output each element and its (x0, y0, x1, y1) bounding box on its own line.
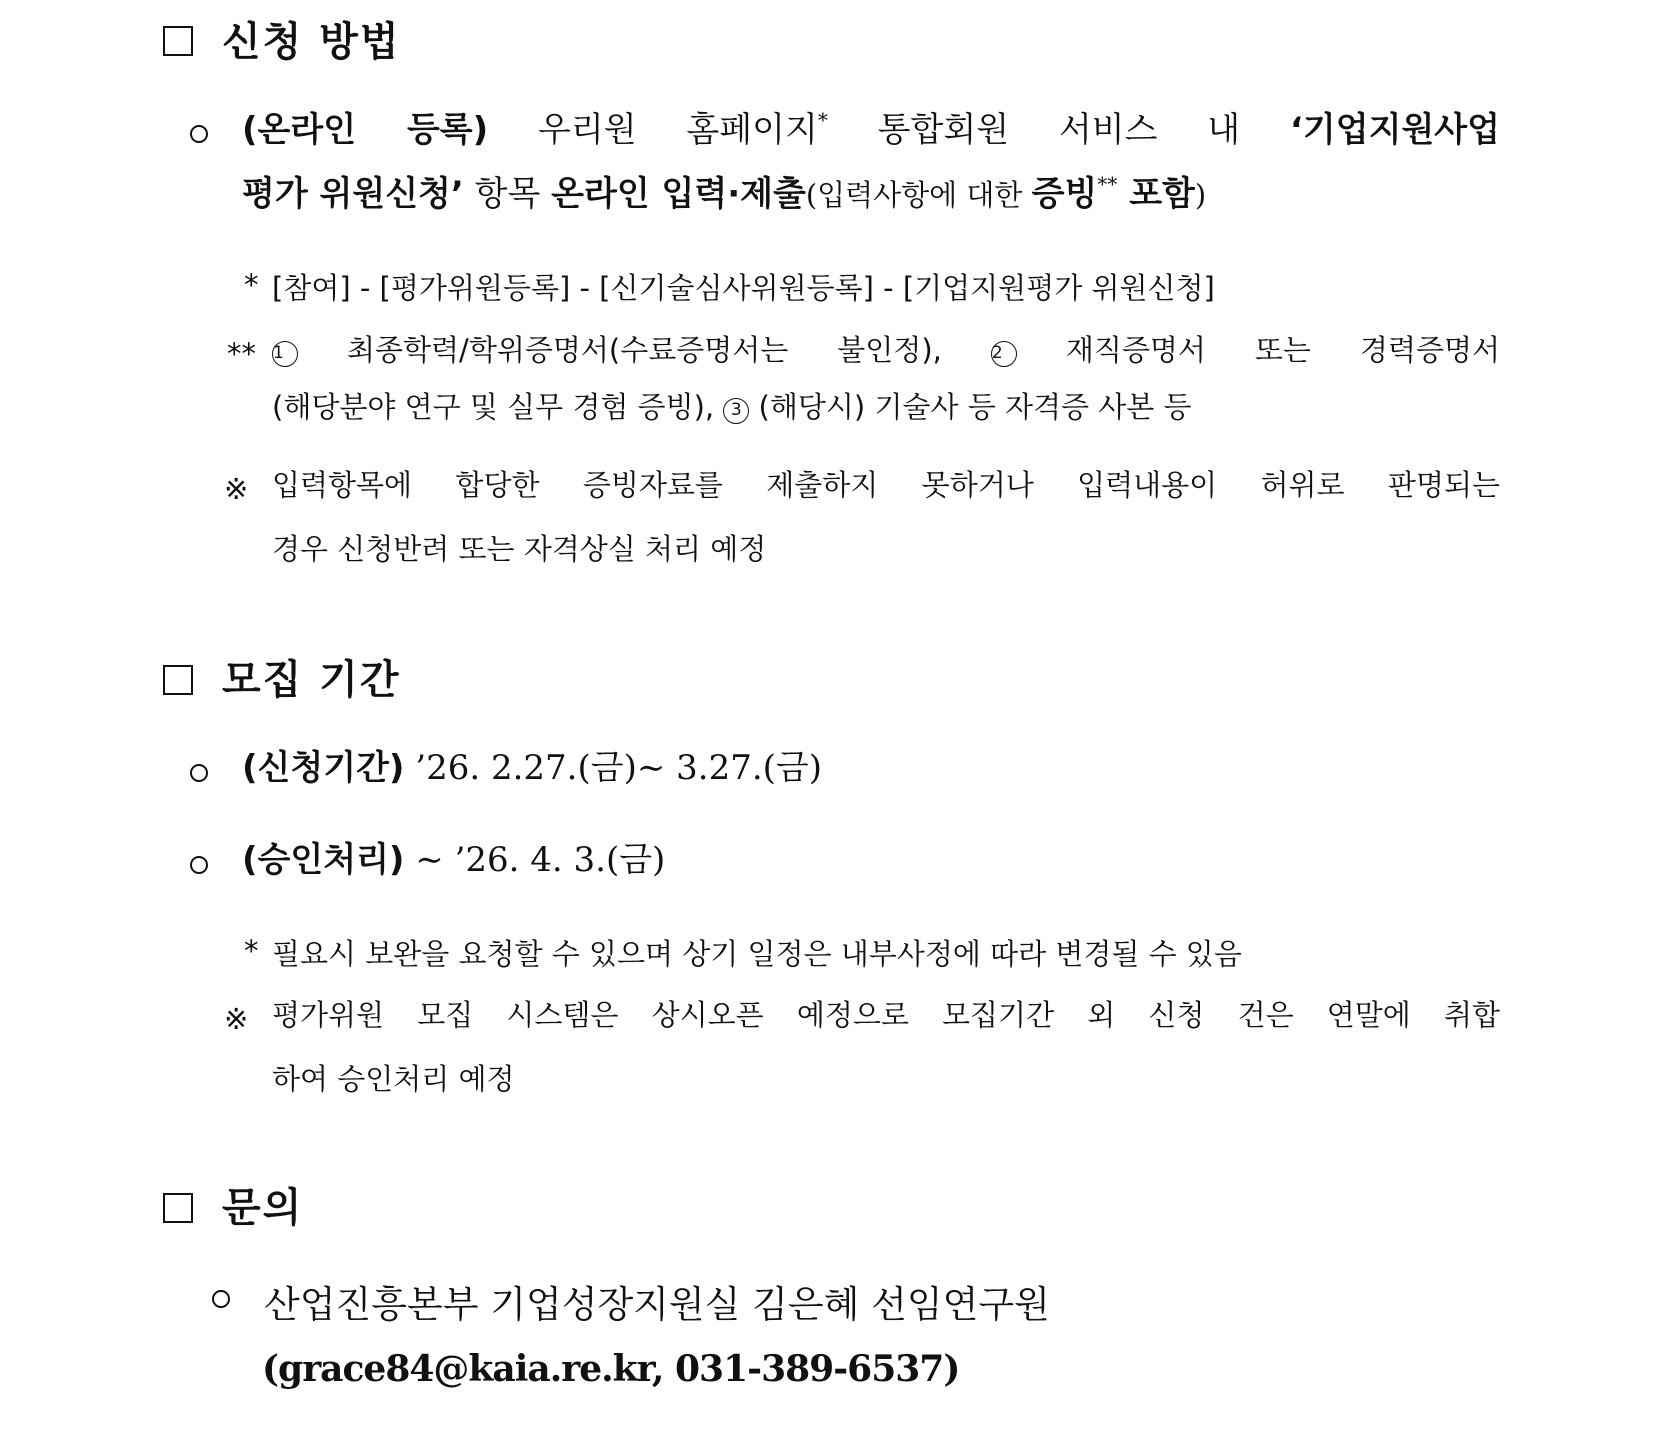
item-line (242, 750, 822, 787)
note-text: 필요시 보완을 요청할 수 있으며 상기 일정은 내부사정에 따라 변경될 수 있음 (272, 937, 1242, 971)
note-text: 1 최종학력/학위증명서(수료증명서는 불인정), 2 재직증명서 또는 경력증명서 (273, 333, 1501, 367)
note-text: 경우 신청반려 또는 자격상실 처리 예정 (272, 532, 767, 566)
circled-number-icon: 2 (991, 341, 1017, 367)
circle-bullet-icon (190, 125, 208, 143)
item-line: (온라인 등록) 우리원 홈페이지* 통합회원 서비스 내 ‘기업지원사업 (242, 108, 1500, 150)
section-checkbox-icon (163, 665, 193, 695)
period-value: ’26. 2.27.(금)∼ 3.27.(금) (404, 748, 823, 788)
circle-bullet-icon (190, 764, 208, 782)
note-text: 입력항목에 합당한 증빙자료를 제출하지 못하거나 입력내용이 허위로 판명되는 (272, 468, 1500, 502)
note-mark: * (244, 934, 259, 968)
section-title: 모집 기간 (222, 657, 401, 703)
item-line: 평가 위원신청’ 항목 온라인 입력·제출(입력사항에 대한 증빙** 포함) (242, 172, 1207, 214)
circled-number-icon: 1 (272, 341, 298, 367)
circle-bullet-icon (190, 856, 208, 874)
section-checkbox-icon (163, 26, 193, 56)
section-title: 문의 (222, 1185, 304, 1231)
note-text: [참여] - [평가위원등록] - [신기술심사위원등록] - [기업지원평가 위원신청] (272, 271, 1215, 305)
note-text: 하여 승인처리 예정 (272, 1062, 515, 1096)
item-label: (온라인 등록) (242, 110, 489, 150)
note-mark: ※ (224, 472, 249, 506)
note-text: (해당분야 연구 및 실무 경험 증빙), 3 (해당시) 기술사 등 자격증 사본 등 (272, 390, 1192, 424)
note-mark: ※ (224, 1002, 249, 1036)
contact-department: 산업진흥본부 기업성장지원실 김은혜 선임연구원 (264, 1283, 1050, 1326)
item-line (242, 842, 665, 879)
note-text: 평가위원 모집 시스템은 상시오픈 예정으로 모집기간 외 신청 건은 연말에 취합 (272, 998, 1500, 1032)
section-checkbox-icon (163, 1193, 193, 1223)
note-mark: * (244, 268, 259, 302)
note-mark: ** (227, 337, 256, 371)
contact-info: (grace84@kaia.re.kr, 031-389-6537) (262, 1348, 960, 1390)
period-value: ∼ ’26. 4. 3.(금) (404, 840, 666, 880)
circled-number-icon: 3 (723, 398, 749, 424)
item-label: (승인처리) (242, 840, 405, 880)
item-label: (신청기간) (242, 748, 405, 788)
section-title: 신청 방법 (222, 19, 401, 65)
circle-bullet-icon (212, 1290, 230, 1308)
